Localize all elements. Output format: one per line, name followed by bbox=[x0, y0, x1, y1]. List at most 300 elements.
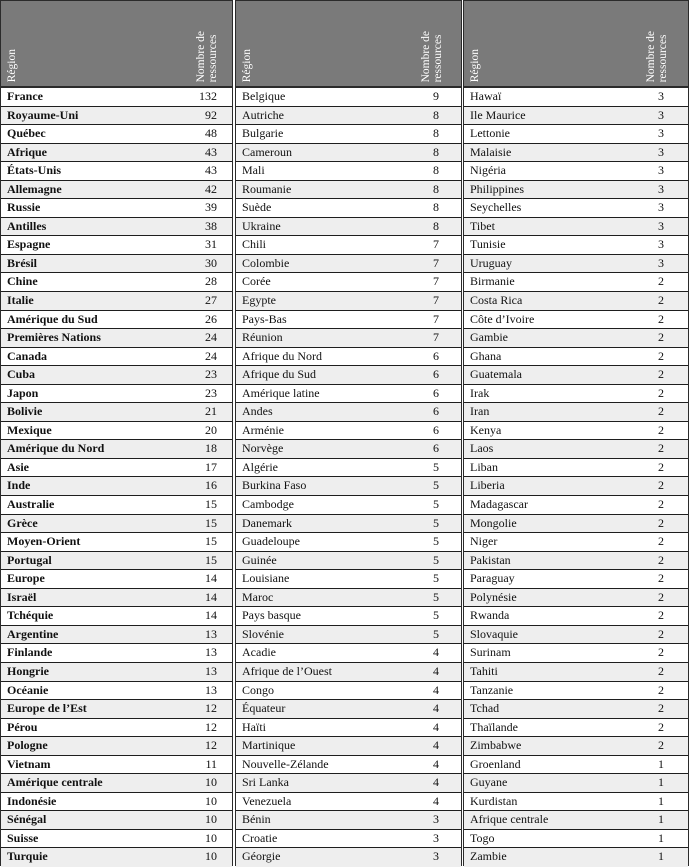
table-row bbox=[1, 570, 232, 589]
resource-count: 2 bbox=[658, 552, 664, 567]
resource-count: 2 bbox=[658, 645, 664, 660]
region-name: Lettonie bbox=[470, 126, 510, 141]
table-row bbox=[1, 719, 232, 738]
resource-count: 4 bbox=[433, 738, 439, 753]
table-row bbox=[1, 385, 232, 404]
region-name: Acadie bbox=[242, 645, 276, 660]
region-name: Venezuela bbox=[242, 793, 292, 808]
table-row bbox=[236, 255, 461, 274]
region-name: Togo bbox=[470, 830, 495, 845]
table-row bbox=[1, 700, 232, 719]
header-region: Région bbox=[241, 48, 253, 82]
region-name: Afrique du Nord bbox=[242, 348, 322, 363]
region-name: Afrique centrale bbox=[470, 812, 549, 827]
table-row bbox=[1, 255, 232, 274]
resource-count: 4 bbox=[433, 775, 439, 790]
table-row bbox=[1, 459, 232, 478]
region-name: Sri Lanka bbox=[242, 775, 289, 790]
table-row bbox=[464, 811, 688, 830]
table-row bbox=[464, 199, 688, 218]
region-name: Argentine bbox=[7, 626, 59, 641]
region-name: France bbox=[7, 89, 43, 103]
table-row bbox=[464, 144, 688, 163]
table-row bbox=[1, 236, 232, 255]
table-row bbox=[464, 552, 688, 571]
table-row bbox=[1, 533, 232, 552]
region-name: Corée bbox=[242, 274, 271, 289]
region-name: Nigéria bbox=[470, 163, 506, 178]
table-row bbox=[236, 403, 461, 422]
table-body bbox=[464, 88, 688, 867]
table-row bbox=[1, 311, 232, 330]
region-name: Maroc bbox=[242, 589, 274, 604]
header-resource-count: Nombre de ressources bbox=[195, 30, 219, 82]
resource-count: 132 bbox=[199, 89, 217, 103]
region-name: Congo bbox=[242, 682, 275, 697]
resource-count: 2 bbox=[658, 534, 664, 549]
region-name: Sénégal bbox=[7, 812, 47, 827]
region-name: Arménie bbox=[242, 422, 284, 437]
table-row bbox=[236, 663, 461, 682]
region-name: Andes bbox=[242, 404, 273, 419]
region-name: Amérique du Nord bbox=[7, 441, 105, 456]
table-row bbox=[236, 793, 461, 812]
table-row bbox=[464, 756, 688, 775]
table-row bbox=[236, 644, 461, 663]
table-row bbox=[236, 848, 461, 867]
region-name: Amérique centrale bbox=[7, 775, 103, 790]
table-row bbox=[236, 88, 461, 107]
region-name: Paraguay bbox=[470, 571, 515, 586]
region-name: Birmanie bbox=[470, 274, 515, 289]
resource-count: 3 bbox=[658, 163, 664, 178]
region-name: Chili bbox=[242, 237, 267, 252]
resource-count: 5 bbox=[433, 515, 439, 530]
region-name: Ukraine bbox=[242, 218, 281, 233]
resource-count: 2 bbox=[658, 385, 664, 400]
table-row bbox=[236, 199, 461, 218]
region-name: Zambie bbox=[470, 849, 507, 864]
region-name: Gambie bbox=[470, 330, 508, 345]
table-row bbox=[464, 459, 688, 478]
region-name: Québec bbox=[7, 126, 46, 141]
table-row bbox=[236, 589, 461, 608]
resource-count: 2 bbox=[658, 459, 664, 474]
resource-count: 13 bbox=[205, 626, 217, 641]
resource-count: 7 bbox=[433, 311, 439, 326]
region-name: Europe bbox=[7, 571, 45, 586]
region-name: Bénin bbox=[242, 812, 271, 827]
region-name: Réunion bbox=[242, 330, 283, 345]
region-name: Russie bbox=[7, 200, 41, 215]
table-row bbox=[236, 774, 461, 793]
region-name: Philippines bbox=[470, 181, 525, 196]
table-row bbox=[236, 162, 461, 181]
table-row bbox=[464, 570, 688, 589]
resource-count: 5 bbox=[433, 478, 439, 493]
resource-count: 8 bbox=[433, 163, 439, 178]
table-row bbox=[464, 496, 688, 515]
table-row bbox=[1, 292, 232, 311]
resource-count: 2 bbox=[658, 719, 664, 734]
resource-count: 2 bbox=[658, 589, 664, 604]
region-name: Bulgarie bbox=[242, 126, 284, 141]
table-row bbox=[1, 273, 232, 292]
resource-count: 26 bbox=[205, 311, 217, 326]
region-name: Iran bbox=[470, 404, 490, 419]
resource-count: 2 bbox=[658, 330, 664, 345]
resource-count: 23 bbox=[205, 367, 217, 382]
region-name: Amérique du Sud bbox=[7, 311, 98, 326]
resource-count: 7 bbox=[433, 237, 439, 252]
table-row bbox=[1, 774, 232, 793]
table-row bbox=[236, 440, 461, 459]
region-name: Uruguay bbox=[470, 255, 512, 270]
table-row bbox=[236, 719, 461, 738]
resource-count: 43 bbox=[205, 144, 217, 159]
resource-count: 3 bbox=[433, 849, 439, 864]
table-row bbox=[236, 533, 461, 552]
resource-count: 2 bbox=[658, 626, 664, 641]
resource-count: 1 bbox=[658, 830, 664, 845]
table-row bbox=[1, 756, 232, 775]
region-name: Belgique bbox=[242, 89, 286, 103]
resource-count: 4 bbox=[433, 793, 439, 808]
table-body bbox=[1, 88, 232, 867]
table-header bbox=[236, 1, 461, 88]
region-name: Premières Nations bbox=[7, 330, 101, 345]
table-row bbox=[464, 440, 688, 459]
resource-count: 2 bbox=[658, 422, 664, 437]
resource-count: 2 bbox=[658, 441, 664, 456]
table-header bbox=[464, 1, 688, 88]
resource-count: 3 bbox=[658, 218, 664, 233]
table-row bbox=[236, 626, 461, 645]
resource-count: 2 bbox=[658, 682, 664, 697]
resource-count: 15 bbox=[205, 552, 217, 567]
region-name: Cambodge bbox=[242, 497, 294, 512]
region-name: Polynésie bbox=[470, 589, 517, 604]
region-name: Tchad bbox=[470, 701, 500, 716]
table-row bbox=[464, 848, 688, 867]
resource-count: 2 bbox=[658, 293, 664, 308]
table-row bbox=[236, 273, 461, 292]
region-name: Suisse bbox=[7, 830, 39, 845]
resource-count: 16 bbox=[205, 478, 217, 493]
table-row bbox=[1, 830, 232, 849]
region-name: Irak bbox=[470, 385, 490, 400]
resource-count: 6 bbox=[433, 422, 439, 437]
region-name: Haïti bbox=[242, 719, 266, 734]
table-row bbox=[464, 644, 688, 663]
table-row bbox=[1, 737, 232, 756]
table-row bbox=[1, 626, 232, 645]
resource-count: 2 bbox=[658, 478, 664, 493]
resource-count: 7 bbox=[433, 274, 439, 289]
region-name: Seychelles bbox=[470, 200, 522, 215]
resource-count: 8 bbox=[433, 126, 439, 141]
region-name: Slovénie bbox=[242, 626, 284, 641]
resource-count: 9 bbox=[433, 89, 439, 103]
table-row bbox=[464, 366, 688, 385]
resource-count: 23 bbox=[205, 385, 217, 400]
table-row bbox=[464, 607, 688, 626]
resource-count: 6 bbox=[433, 367, 439, 382]
resource-count: 3 bbox=[658, 144, 664, 159]
table-row bbox=[1, 589, 232, 608]
resource-count: 4 bbox=[433, 756, 439, 771]
region-name: Malaisie bbox=[470, 144, 512, 159]
table-row bbox=[1, 477, 232, 496]
table-row bbox=[464, 218, 688, 237]
table-row bbox=[464, 88, 688, 107]
resource-count: 2 bbox=[658, 608, 664, 623]
table-row bbox=[1, 366, 232, 385]
resource-count: 14 bbox=[205, 571, 217, 586]
region-name: Finlande bbox=[7, 645, 53, 660]
region-name: Louisiane bbox=[242, 571, 290, 586]
region-name: Mongolie bbox=[470, 515, 517, 530]
resource-count: 4 bbox=[433, 663, 439, 678]
resource-count: 2 bbox=[658, 497, 664, 512]
table-row bbox=[464, 236, 688, 255]
table-row bbox=[1, 515, 232, 534]
region-name: Kenya bbox=[470, 422, 502, 437]
table-row bbox=[464, 107, 688, 126]
resource-count: 10 bbox=[205, 830, 217, 845]
table-row bbox=[464, 311, 688, 330]
resource-count: 2 bbox=[658, 701, 664, 716]
region-name: Tahiti bbox=[470, 663, 498, 678]
resource-count: 10 bbox=[205, 793, 217, 808]
region-name: Mali bbox=[242, 163, 265, 178]
table-row bbox=[464, 348, 688, 367]
resource-count: 2 bbox=[658, 571, 664, 586]
resource-count: 10 bbox=[205, 849, 217, 864]
region-name: Danemark bbox=[242, 515, 292, 530]
table-row bbox=[464, 477, 688, 496]
resource-count: 14 bbox=[205, 608, 217, 623]
resource-count: 3 bbox=[658, 255, 664, 270]
table-row bbox=[236, 737, 461, 756]
resource-count: 21 bbox=[205, 404, 217, 419]
region-name: Japon bbox=[7, 385, 39, 400]
resource-count: 5 bbox=[433, 497, 439, 512]
table-row bbox=[236, 107, 461, 126]
table-row bbox=[464, 589, 688, 608]
region-name: Afrique bbox=[7, 144, 47, 159]
region-name: Pologne bbox=[7, 738, 48, 753]
region-name: Burkina Faso bbox=[242, 478, 307, 493]
table-row bbox=[464, 533, 688, 552]
table-row bbox=[464, 329, 688, 348]
region-name: Thaïlande bbox=[470, 719, 518, 734]
header-resource-count: Nombre de ressources bbox=[420, 30, 444, 82]
region-name: Grèce bbox=[7, 515, 38, 530]
resource-count: 8 bbox=[433, 218, 439, 233]
region-name: Antilles bbox=[7, 218, 47, 233]
resource-count: 12 bbox=[205, 738, 217, 753]
table-row bbox=[464, 682, 688, 701]
region-name: Rwanda bbox=[470, 608, 510, 623]
resource-count: 3 bbox=[658, 237, 664, 252]
table-row bbox=[464, 719, 688, 738]
table-row bbox=[236, 607, 461, 626]
region-name: Pérou bbox=[7, 719, 38, 734]
table-row bbox=[236, 311, 461, 330]
region-name: Tanzanie bbox=[470, 682, 514, 697]
table-row bbox=[1, 552, 232, 571]
table-row bbox=[236, 459, 461, 478]
region-name: Ghana bbox=[470, 348, 502, 363]
resource-count: 43 bbox=[205, 163, 217, 178]
table-row bbox=[236, 218, 461, 237]
table-row bbox=[464, 830, 688, 849]
table-row bbox=[236, 144, 461, 163]
resource-count: 8 bbox=[433, 107, 439, 122]
table-row bbox=[1, 88, 232, 107]
table-row bbox=[464, 181, 688, 200]
resource-count: 4 bbox=[433, 682, 439, 697]
table-row bbox=[464, 255, 688, 274]
resource-count: 18 bbox=[205, 441, 217, 456]
table-row bbox=[236, 292, 461, 311]
region-name: Afrique du Sud bbox=[242, 367, 316, 382]
region-name: Cameroun bbox=[242, 144, 292, 159]
table-row bbox=[236, 496, 461, 515]
region-name: Allemagne bbox=[7, 181, 62, 196]
table-row bbox=[236, 830, 461, 849]
resource-count: 42 bbox=[205, 181, 217, 196]
region-name: Israël bbox=[7, 589, 37, 604]
region-name: Afrique de l’Ouest bbox=[242, 663, 332, 678]
table-row bbox=[464, 162, 688, 181]
table-row bbox=[464, 626, 688, 645]
region-name: Royaume-Uni bbox=[7, 107, 79, 122]
resource-count: 1 bbox=[658, 793, 664, 808]
resource-count: 5 bbox=[433, 571, 439, 586]
table-header bbox=[1, 1, 232, 88]
region-name: Autriche bbox=[242, 107, 284, 122]
table-row bbox=[236, 348, 461, 367]
table-row bbox=[1, 125, 232, 144]
resource-count: 38 bbox=[205, 218, 217, 233]
resource-count: 7 bbox=[433, 330, 439, 345]
resource-count: 1 bbox=[658, 849, 664, 864]
table-row bbox=[1, 329, 232, 348]
table-row bbox=[1, 496, 232, 515]
region-name: Canada bbox=[7, 348, 48, 363]
resource-count: 15 bbox=[205, 515, 217, 530]
region-name: Tunisie bbox=[470, 237, 506, 252]
header-region: Région bbox=[6, 48, 18, 82]
table-row bbox=[1, 199, 232, 218]
table-body bbox=[236, 88, 461, 867]
region-name: Pakistan bbox=[470, 552, 511, 567]
resource-count: 6 bbox=[433, 404, 439, 419]
table-row bbox=[1, 793, 232, 812]
resource-count: 6 bbox=[433, 441, 439, 456]
resource-count: 15 bbox=[205, 534, 217, 549]
region-name: Italie bbox=[7, 293, 34, 308]
resource-count: 7 bbox=[433, 255, 439, 270]
table-row bbox=[464, 403, 688, 422]
table-row bbox=[236, 682, 461, 701]
table-row bbox=[1, 348, 232, 367]
resource-count: 13 bbox=[205, 645, 217, 660]
region-name: Egypte bbox=[242, 293, 276, 308]
table-row bbox=[236, 552, 461, 571]
table-row bbox=[1, 811, 232, 830]
table-row bbox=[1, 848, 232, 867]
table-row bbox=[1, 682, 232, 701]
table-row bbox=[236, 756, 461, 775]
resource-count: 10 bbox=[205, 812, 217, 827]
region-name: Madagascar bbox=[470, 497, 528, 512]
region-name: Portugal bbox=[7, 552, 52, 567]
resource-count: 3 bbox=[658, 107, 664, 122]
resource-count: 24 bbox=[205, 348, 217, 363]
region-name: Roumanie bbox=[242, 181, 292, 196]
resource-count: 3 bbox=[658, 89, 664, 103]
table-row bbox=[464, 422, 688, 441]
region-name: Martinique bbox=[242, 738, 296, 753]
resource-count: 2 bbox=[658, 274, 664, 289]
region-name: Australie bbox=[7, 497, 55, 512]
region-name: Pays-Bas bbox=[242, 311, 287, 326]
region-name: Zimbabwe bbox=[470, 738, 522, 753]
resource-count: 31 bbox=[205, 237, 217, 252]
resource-count: 2 bbox=[658, 311, 664, 326]
resource-count: 28 bbox=[205, 274, 217, 289]
region-name: Laos bbox=[470, 441, 494, 456]
resource-count: 1 bbox=[658, 775, 664, 790]
table-row bbox=[236, 366, 461, 385]
region-name: Bolivie bbox=[7, 404, 43, 419]
region-name: Colombie bbox=[242, 255, 290, 270]
resource-count: 6 bbox=[433, 385, 439, 400]
region-name: Hawaï bbox=[470, 89, 502, 103]
resource-count: 39 bbox=[205, 200, 217, 215]
resource-count: 11 bbox=[205, 756, 217, 771]
region-name: Liban bbox=[470, 459, 498, 474]
region-name: Guyane bbox=[470, 775, 508, 790]
resource-count: 2 bbox=[658, 404, 664, 419]
resource-count: 5 bbox=[433, 534, 439, 549]
resource-count: 8 bbox=[433, 144, 439, 159]
table-row bbox=[464, 663, 688, 682]
region-name: Costa Rica bbox=[470, 293, 523, 308]
table-column-block-1 bbox=[0, 0, 233, 866]
table-row bbox=[464, 385, 688, 404]
region-name: Géorgie bbox=[242, 849, 281, 864]
resource-count: 8 bbox=[433, 181, 439, 196]
region-name: Cuba bbox=[7, 367, 36, 382]
region-name: Ile Maurice bbox=[470, 107, 526, 122]
region-name: Liberia bbox=[470, 478, 505, 493]
table-row bbox=[236, 422, 461, 441]
region-name: Inde bbox=[7, 478, 31, 493]
resource-count: 24 bbox=[205, 330, 217, 345]
resource-count: 8 bbox=[433, 200, 439, 215]
header-resource-count: Nombre de ressources bbox=[645, 30, 669, 82]
resource-count: 2 bbox=[658, 348, 664, 363]
resource-count: 1 bbox=[658, 812, 664, 827]
table-row bbox=[236, 236, 461, 255]
region-name: Équateur bbox=[242, 701, 286, 716]
table-row bbox=[1, 422, 232, 441]
resource-count: 12 bbox=[205, 719, 217, 734]
